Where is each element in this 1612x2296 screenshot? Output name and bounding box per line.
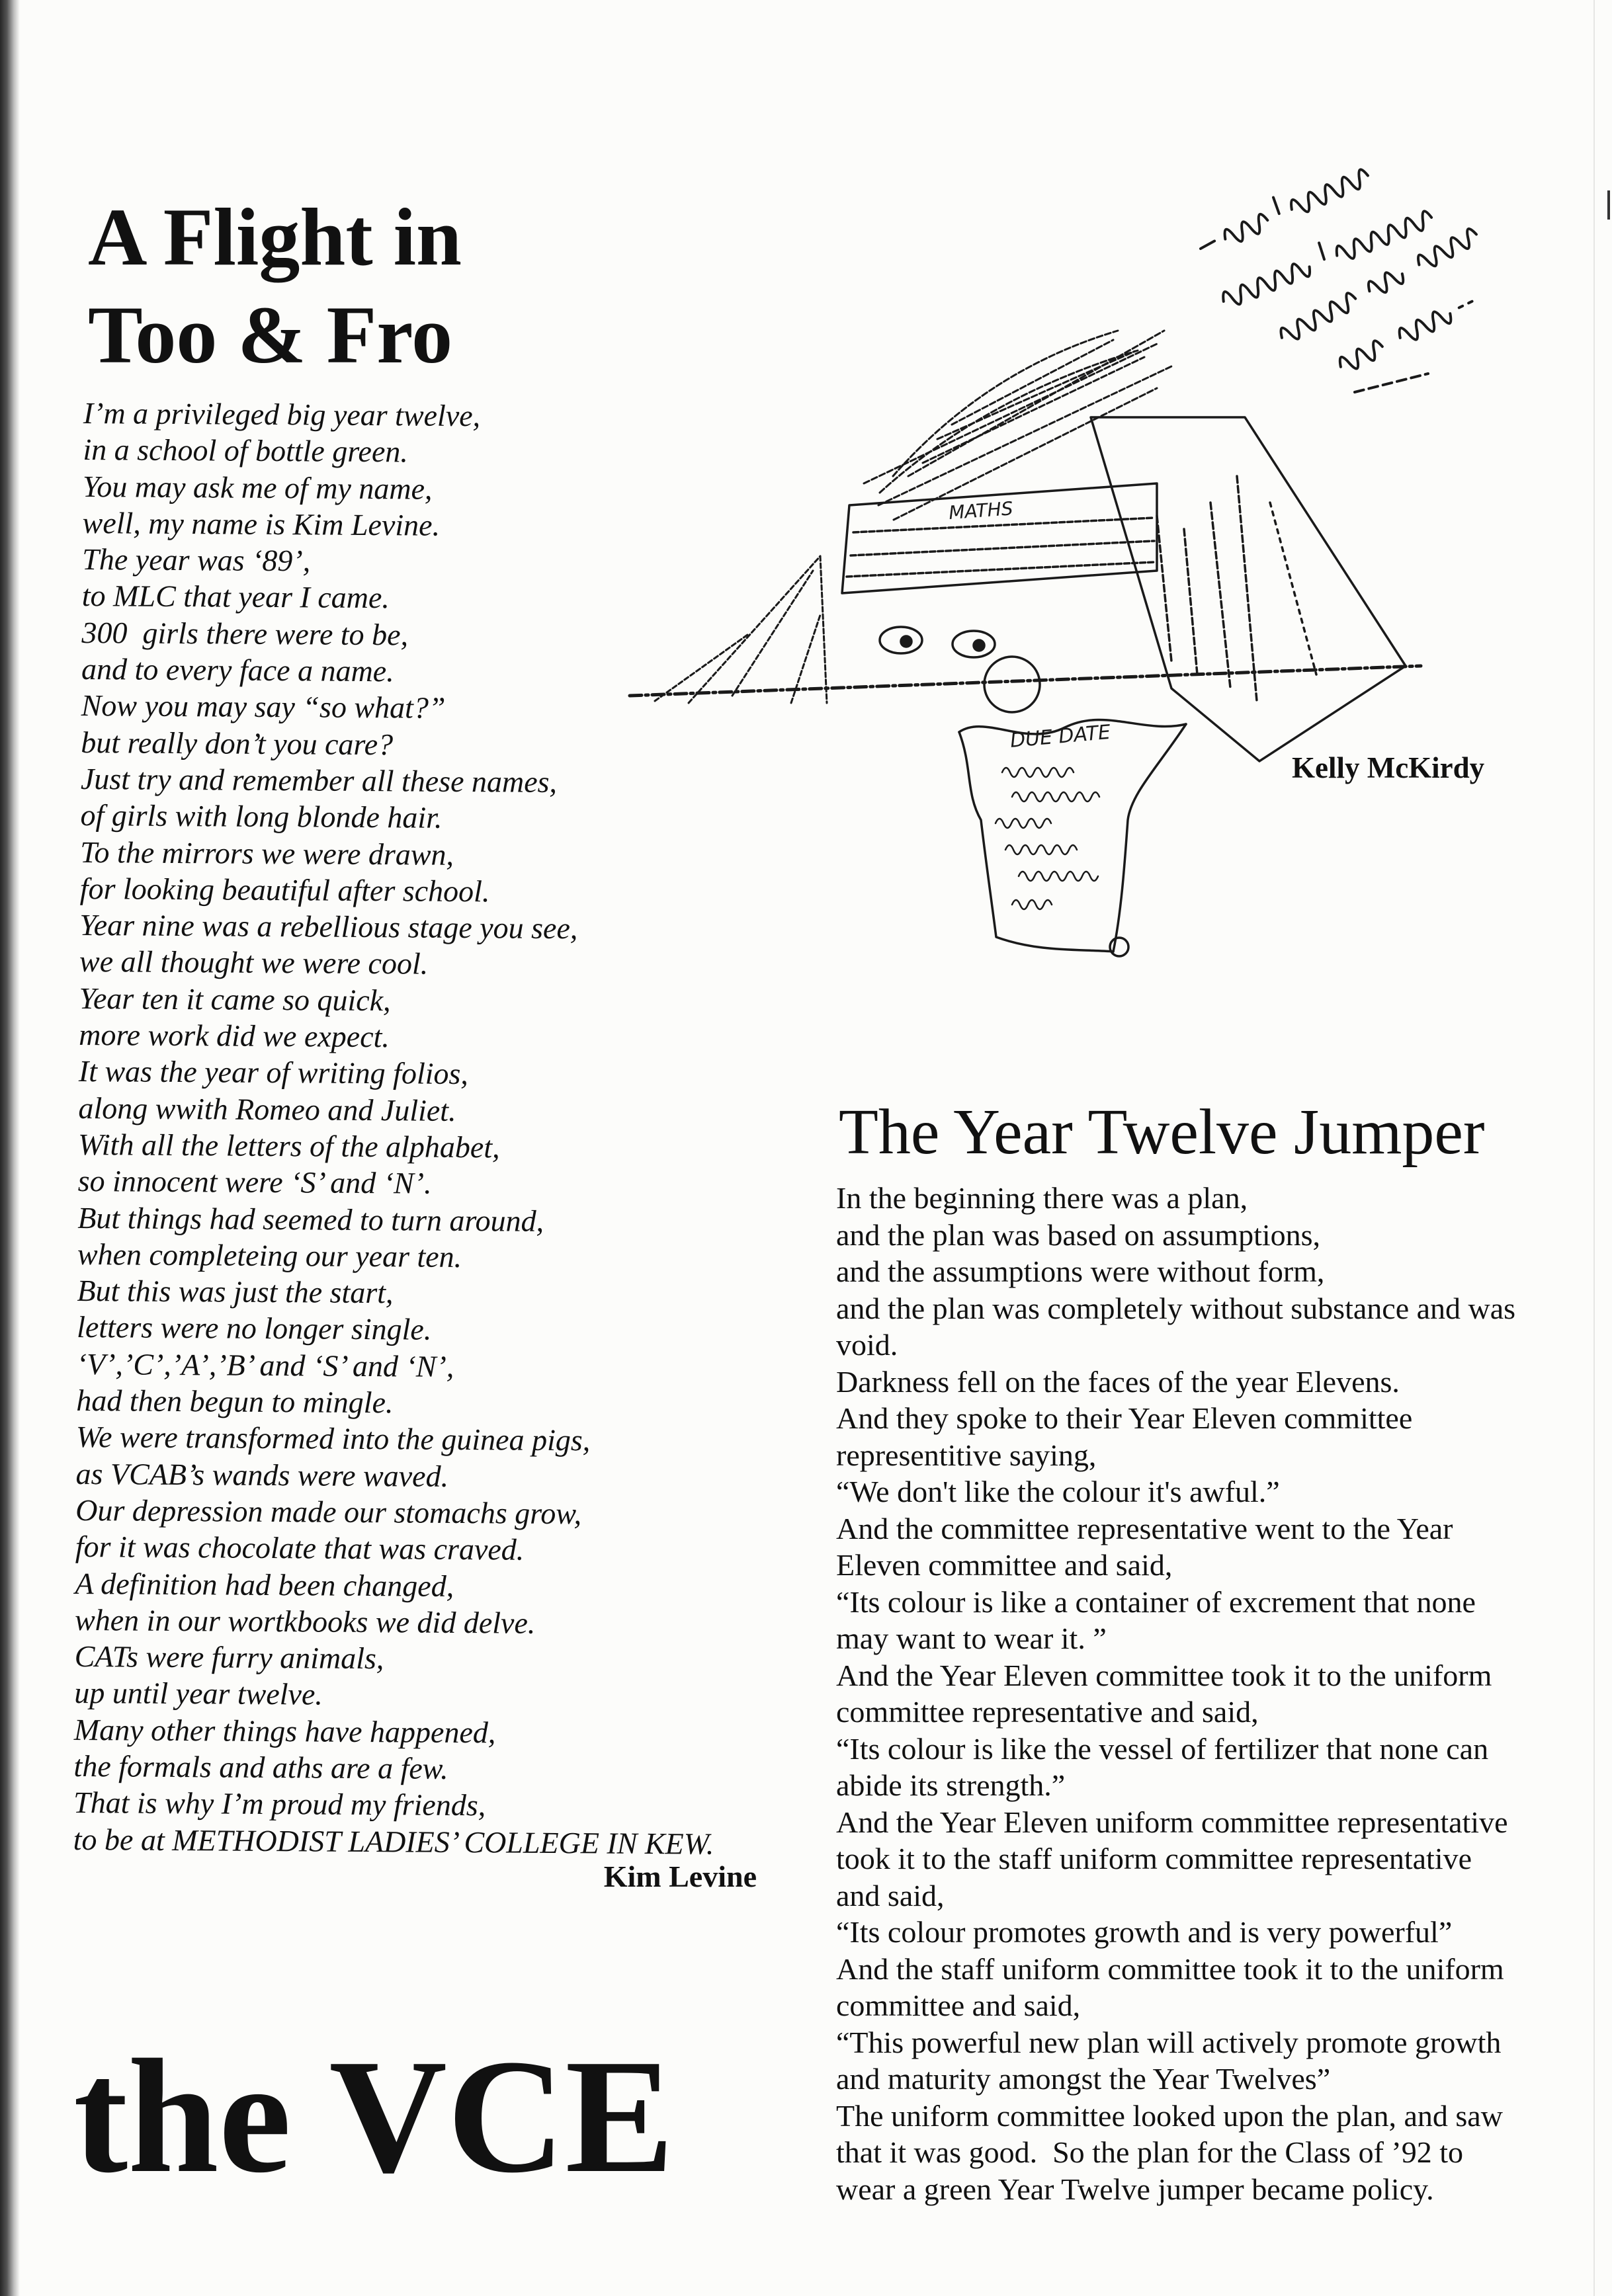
feather-strokes [864,331,1171,520]
article-line: took it to the staff uniform committee representative [836,1842,1472,1875]
poem-line: letters were no longer single. [76,1310,432,1347]
poem-line: But this was just the start, [77,1274,394,1310]
poem-line: With all the letters of the alphabet, [77,1127,500,1165]
book-label: MATHS [948,497,1014,524]
poem-author: Kim Levine [603,1860,757,1893]
poem-line: But things had seemed to turn around, [77,1200,544,1238]
cartoon-illustration [615,132,1541,992]
article-line: abide its strength.” [836,1768,1066,1802]
poem-line: ‘V’,’C’,’A’,’B’ and ‘S’ and ‘N’, [76,1346,454,1383]
poem-line: more work did we expect. [79,1018,390,1054]
article-line: And they spoke to their Year Eleven committee [836,1401,1413,1435]
scribble-line-1 [1193,159,1371,258]
poem-line: Year ten it came so quick, [79,981,391,1018]
poem-line: in a school of bottle green. [83,432,409,469]
article-line: committee and said, [836,1988,1081,2022]
poem-line: CATs were furry animals, [74,1639,384,1676]
scribble-line-4 [1337,295,1476,375]
article-line: “Its colour promotes growth and is very powerful” [836,1915,1453,1949]
drawing-scroll [959,720,1186,956]
drawing-side-book [1091,417,1406,761]
poem-line: Our depression made our stomachs grow, [75,1493,582,1531]
article-line: and the assumptions were without form, [836,1254,1325,1288]
poem-line: Year nine was a rebellious stage you see, [79,908,578,946]
article-line: wear a green Year Twelve jumper became policy. [836,2172,1434,2206]
article-line: “We don't like the colour it's awful.” [836,1475,1280,1508]
poem-line: to be at METHODIST LADIES’ COLLEGE IN KEW. [73,1822,714,1861]
poem-line: well, my name is Kim Levine. [82,505,441,542]
page-edge-mark [1607,190,1610,220]
article-line: And the staff uniform committee took it to the uniform [836,1951,1504,1986]
poem-line: A definition had been changed, [75,1566,454,1603]
scroll-label: DUE DATE [1009,720,1112,753]
article-line: and said, [836,1878,945,1912]
poem-line: You may ask me of my name, [82,469,433,506]
section-title: the VCE [73,2026,675,2207]
scribble-line-2 [1216,200,1435,309]
article-line: The uniform committee looked upon the plan, and saw [836,2098,1503,2133]
poem-line: when completeing our year ten. [77,1237,462,1274]
article-line: Darkness fell on the faces of the year Elevens. [836,1364,1400,1399]
drawing-legs [655,556,827,703]
poem-line: so innocent were ‘S’ and ‘N’. [77,1164,432,1200]
poem-line: To the mirrors we were drawn, [79,835,454,872]
scroll-scribbles [996,768,1099,909]
poem-line: for it was chocolate that was craved. [75,1530,525,1567]
article-line: committee representative and said, [836,1695,1259,1729]
poem-line: and to every face a name. [81,652,394,688]
poem-line: when in our wortkbooks we did delve. [74,1602,536,1640]
article-line: And the committee representative went to the Year [836,1511,1453,1545]
article-line: “This powerful new plan will actively promote growth [836,2025,1502,2059]
poem-line: for looking beautiful after school. [79,871,490,909]
article-line: and maturity amongst the Year Twelves” [836,2062,1331,2096]
poem-line: but really don’t you care? [81,725,394,761]
article-line: may want to wear it. ” [836,1621,1107,1655]
article-line: “Its colour is like a container of excrement that none [836,1584,1476,1619]
article-line: Eleven committee and said, [836,1548,1173,1582]
article-line: representitive saying, [836,1438,1097,1472]
caption-scribble [1193,159,1480,392]
poem-line: of girls with long blonde hair. [80,798,443,835]
poem-title-line-2: Too & Fro [88,290,453,380]
page-edge-line [1593,0,1595,2296]
poem-line: up until year twelve. [74,1676,323,1711]
poem-line: That is why I’m proud my friends, [73,1785,486,1823]
poem-line: We were transformed into the guinea pigs, [75,1420,591,1457]
poem-line: as VCAB’s wands were waved. [75,1456,449,1493]
poem-line: Now you may say “so what?” [81,688,446,725]
poem-line: the formals and aths are a few. [73,1748,448,1785]
article-line: And the Year Eleven uniform committee representative [836,1805,1508,1839]
article-body [836,1180,1515,2207]
poem-line: to MLC that year I came. [81,579,390,615]
scribble-dash [1355,374,1428,392]
poem-line: along wwith Romeo and Juliet. [78,1090,456,1128]
article-line: “Its colour is like the vessel of fertilizer that none can [836,1731,1489,1766]
poem-line: The year was ‘89’, [82,542,311,578]
drawing-face [880,627,1040,712]
article-line: And the Year Eleven committee took it to the uniform [836,1658,1492,1692]
poem-line: 300 girls there were to be, [81,615,409,652]
scribble-line-3 [1278,227,1480,345]
poem-line: we all thought we were cool. [79,944,429,981]
poem-line: had then begun to mingle. [76,1383,394,1420]
poem-line: I’m a privileged big year twelve, [83,395,481,433]
binding-shadow [0,0,20,2296]
article-line: that it was good. So the plan for the Class of ’92 to [836,2135,1463,2169]
poem-line: Many other things have happened, [73,1712,496,1750]
poem-line: It was the year of writing folios, [78,1054,469,1091]
poem-line: Just try and remember all these names, [80,761,558,799]
article-line: and the plan was based on assumptions, [836,1217,1321,1252]
article-line: and the plan was completely without substance and was [836,1291,1516,1325]
article-line: void. [836,1328,898,1362]
illustration-artist: Kelly McKirdy [1292,751,1485,784]
article-title: The Year Twelve Jumper [839,1096,1485,1168]
article-line: In the beginning there was a plan, [836,1181,1248,1215]
poem-title-line-1: A Flight in [88,192,462,282]
